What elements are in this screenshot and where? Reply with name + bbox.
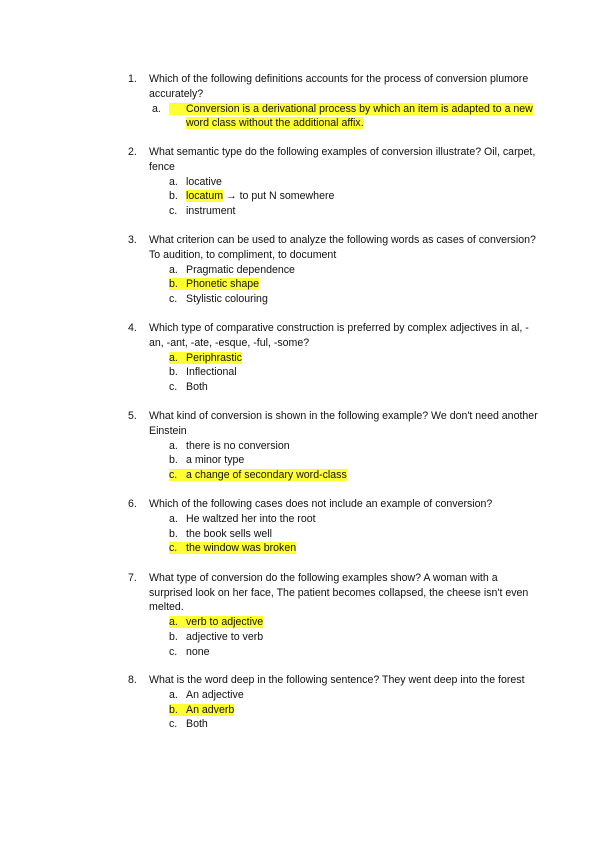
option-letter: a.: [169, 439, 178, 452]
option-suffix: → to put N somewhere: [223, 190, 335, 203]
option-a: [169, 351, 538, 366]
option-letter: c.: [169, 542, 178, 555]
option-text: none: [186, 645, 210, 658]
option-letter: c.: [169, 292, 178, 305]
option-c: [169, 468, 538, 483]
question-number: 2.: [128, 146, 137, 158]
option-list: [169, 439, 538, 483]
question-text: Which type of comparative construction is preferred by complex adjectives in al, -an, -ant, -ate, -esque, -ful, -some?: [149, 322, 529, 349]
option-text: An adjective: [186, 689, 244, 702]
option-b: [169, 453, 538, 468]
question-number: 7.: [128, 572, 137, 584]
question-4: [128, 321, 538, 395]
question-text: What semantic type do the following examples of conversion illustrate? Oil, carpet, fence: [149, 146, 536, 173]
question-number: 6.: [128, 498, 137, 510]
option-b: [169, 630, 538, 645]
option-list: [169, 512, 538, 556]
option-list: [169, 263, 538, 307]
option-text: An adverb: [186, 703, 235, 716]
question-number: 4.: [128, 322, 137, 334]
option-text: instrument: [186, 204, 236, 217]
option-c: [169, 204, 538, 219]
option-list: [169, 615, 538, 659]
question-2: [128, 145, 538, 219]
question-5: [128, 409, 538, 483]
option-text: Both: [186, 718, 208, 731]
option-text: the window was broken: [186, 542, 297, 555]
option-c: [169, 380, 538, 395]
option-letter: b.: [169, 278, 178, 291]
question-number: 1.: [128, 73, 137, 85]
question-number: 3.: [128, 234, 137, 246]
question-7: [128, 571, 538, 659]
option-letter: b.: [169, 366, 178, 379]
option-letter: a.: [169, 351, 178, 364]
option-text: verb to adjective: [186, 616, 264, 629]
question-number: 8.: [128, 674, 137, 686]
option-b: [169, 703, 538, 718]
option-letter: a.: [169, 616, 178, 629]
option-b: [169, 277, 538, 292]
option-c: [169, 645, 538, 660]
option-text: Conversion is a derivational process by which an item is adapted to a new word class without the additional affix.: [186, 102, 533, 130]
question-text: Which of the following cases does not include an example of conversion?: [149, 498, 493, 510]
question-number: 5.: [128, 410, 137, 422]
option-list: [169, 351, 538, 395]
option-c: [169, 717, 538, 732]
option-a: [169, 688, 538, 703]
option-text: locative: [186, 175, 222, 188]
option-text: there is no conversion: [186, 439, 290, 452]
option-b: [169, 527, 538, 542]
option-a: [169, 615, 538, 630]
option-letter: a.: [169, 689, 178, 702]
option-letter: c.: [169, 468, 178, 481]
question-text: What criterion can be used to analyze the following words as cases of conversion? To audition, to compliment, to document: [149, 234, 536, 261]
question-3: [128, 233, 538, 307]
option-letter: a.: [169, 513, 178, 526]
question-text: What type of conversion do the following examples show? A woman with a surprised look on her face, The patient becomes collapsed, the cheese isn't even melted.: [149, 572, 529, 614]
option-b: [169, 365, 538, 380]
option-letter: b.: [169, 630, 178, 643]
option-text: Inflectional: [186, 366, 237, 379]
option-text: adjective to verb: [186, 630, 264, 643]
option-letter: b.: [169, 527, 178, 540]
option-letter: b.: [169, 454, 178, 467]
option-list: [169, 688, 538, 732]
question-8: [128, 673, 538, 732]
option-a: [169, 175, 538, 190]
option-list: [169, 175, 538, 219]
option-letter: b.: [169, 703, 178, 716]
question-6: [128, 497, 538, 556]
option-letter: c.: [169, 204, 178, 217]
option-letter: c.: [169, 645, 178, 658]
option-text: Pragmatic dependence: [186, 263, 295, 276]
option-a: [169, 263, 538, 278]
option-text: Stylistic colouring: [186, 292, 268, 305]
option-letter: a.: [152, 102, 161, 115]
option-c: [169, 292, 538, 307]
option-text: a change of secondary word-class: [186, 468, 347, 481]
question-text: Which of the following definitions accounts for the process of conversion plumore accurately?: [149, 73, 529, 100]
option-c: [169, 541, 538, 556]
option-a: [169, 439, 538, 454]
question-1: [128, 72, 538, 131]
option-letter: c.: [169, 380, 178, 393]
option-text: He waltzed her into the root: [186, 513, 316, 526]
option-text: Periphrastic: [186, 351, 242, 364]
option-text: the book sells well: [186, 527, 272, 540]
option-letter: b.: [169, 190, 178, 203]
question-text: What is the word deep in the following sentence? They went deep into the forest: [149, 674, 525, 686]
option-letter: a.: [169, 175, 178, 188]
option-a: [169, 512, 538, 527]
option-b: [169, 189, 538, 204]
option-text: Phonetic shape: [186, 278, 260, 291]
option-a: [152, 102, 541, 131]
option-letter: c.: [169, 718, 178, 731]
option-list: [152, 102, 538, 131]
question-text: What kind of conversion is shown in the following example? We don't need another Einstein: [149, 410, 538, 437]
option-text: Both: [186, 380, 208, 393]
option-text: a minor type: [186, 454, 245, 467]
option-letter: a.: [169, 263, 178, 276]
option-text: locatum: [186, 190, 224, 203]
